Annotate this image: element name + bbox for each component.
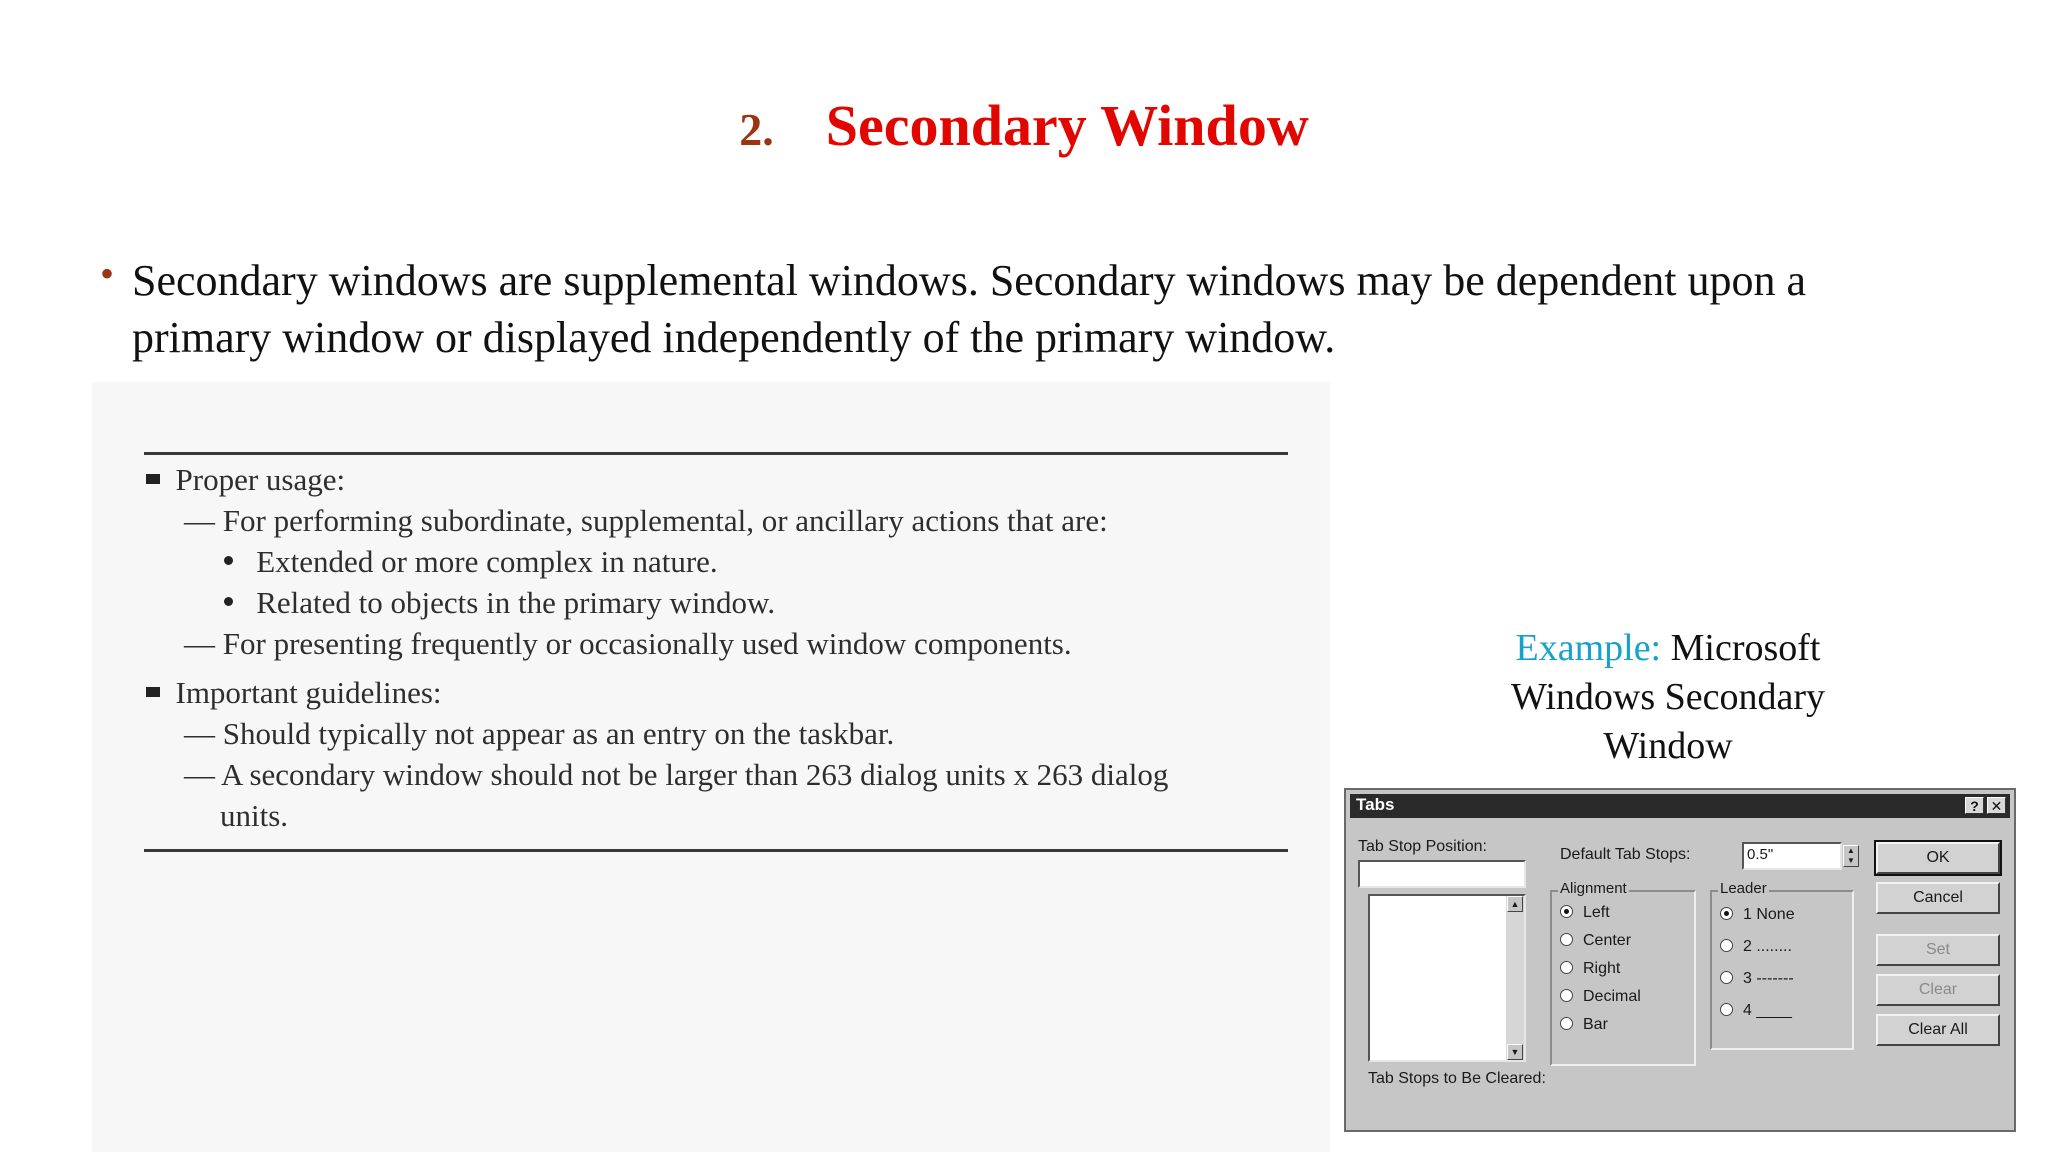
alignment-group [1550,880,1696,1066]
leader-title: Leader [1720,880,1767,897]
leader-dashes-radio[interactable]: 3 ------- [1720,970,1794,988]
bullet-dot-icon: • [100,251,115,296]
guideline-dash-2: — A secondary window should not be larger than 263 dialog units x 263 dialog [184,757,1169,792]
slide-heading [0,92,2048,159]
tab-stop-position-input[interactable] [1358,860,1526,888]
top-rule [144,452,1288,455]
square-bullet-icon [146,474,160,484]
align-center-radio[interactable]: Center [1560,932,1631,950]
proper-usage-line: Proper usage: [146,460,345,500]
leader-group [1710,880,1854,1050]
usage-dot-1: Extended or more complex in nature. [224,542,718,582]
heading-number: 2. [739,104,774,155]
tab-stops-cleared-label: Tab Stops to Be Cleared: [1368,1070,1546,1087]
scroll-up-icon[interactable]: ▲ [1507,896,1523,912]
usage-dash-2: — For presenting frequently or occasionally used window components. [184,626,1072,661]
scroll-down-icon[interactable]: ▼ [1507,1044,1523,1060]
scanned-guidelines [92,382,1330,1152]
close-icon[interactable]: ✕ [1987,797,2006,814]
usage-dash-1: — For performing subordinate, supplemental, or ancillary actions that are: [184,503,1108,538]
dialog-titlebar [1350,794,2010,818]
radio-icon [1560,933,1573,946]
tab-stop-position-label: Tab Stop Position: [1358,838,1487,855]
tab-stops-list[interactable] [1368,894,1526,1062]
ok-button[interactable]: OK [1876,842,2000,874]
list-scrollbar[interactable] [1506,896,1524,1060]
example-caption: Example: Microsoft Windows Secondary Window [1510,627,1826,767]
leader-dots-radio[interactable]: 2 ........ [1720,938,1792,956]
radio-icon [1720,971,1733,984]
default-tab-stops-label: Default Tab Stops: [1560,846,1691,863]
default-tab-stops-input[interactable]: 0.5" [1742,842,1842,870]
radio-icon [1560,989,1573,1002]
align-right-radio[interactable]: Right [1560,960,1620,978]
heading-title: Secondary Window [825,93,1309,158]
radio-selected-icon [1560,905,1573,918]
radio-icon [1720,939,1733,952]
set-button[interactable]: Set [1876,934,2000,966]
tabs-dialog [1344,788,2016,1132]
cancel-button[interactable]: Cancel [1876,882,2000,914]
bullet-line-1: Secondary windows are supplemental windows. Secondary windows may be dependent upon a [132,256,1807,305]
usage-dot-2: Related to objects in the primary window. [224,583,775,623]
important-guidelines-line: Important guidelines: [146,673,442,713]
radio-icon [1560,1017,1573,1030]
alignment-title: Alignment [1560,880,1627,897]
align-decimal-radio[interactable]: Decimal [1560,988,1641,1006]
clear-all-button[interactable]: Clear All [1876,1014,2000,1046]
dot-bullet-icon [224,556,233,565]
dialog-title: Tabs [1356,795,1395,814]
dot-bullet-icon [224,597,233,606]
leader-none-radio[interactable]: 1 None [1720,906,1795,924]
example-label: Example: [1515,627,1662,669]
square-bullet-icon [146,687,160,697]
align-left-radio[interactable]: Left [1560,904,1610,922]
radio-icon [1720,1003,1733,1016]
guideline-dash-2-cont: units. [220,798,289,833]
spin-arrows-icon[interactable]: ▲ ▼ [1843,845,1859,867]
radio-icon [1560,961,1573,974]
bullet-text [132,252,1972,366]
guideline-dash-1: — Should typically not appear as an entry on the taskbar. [184,716,895,751]
help-icon[interactable]: ? [1965,797,1984,814]
align-bar-radio[interactable]: Bar [1560,1016,1608,1034]
clear-button[interactable]: Clear [1876,974,2000,1006]
bottom-rule [144,849,1288,852]
bullet-line-2: primary window or displayed independently of the primary window. [132,313,1336,362]
radio-selected-icon [1720,907,1733,920]
leader-underline-radio[interactable]: 4 ____ [1720,1002,1792,1020]
